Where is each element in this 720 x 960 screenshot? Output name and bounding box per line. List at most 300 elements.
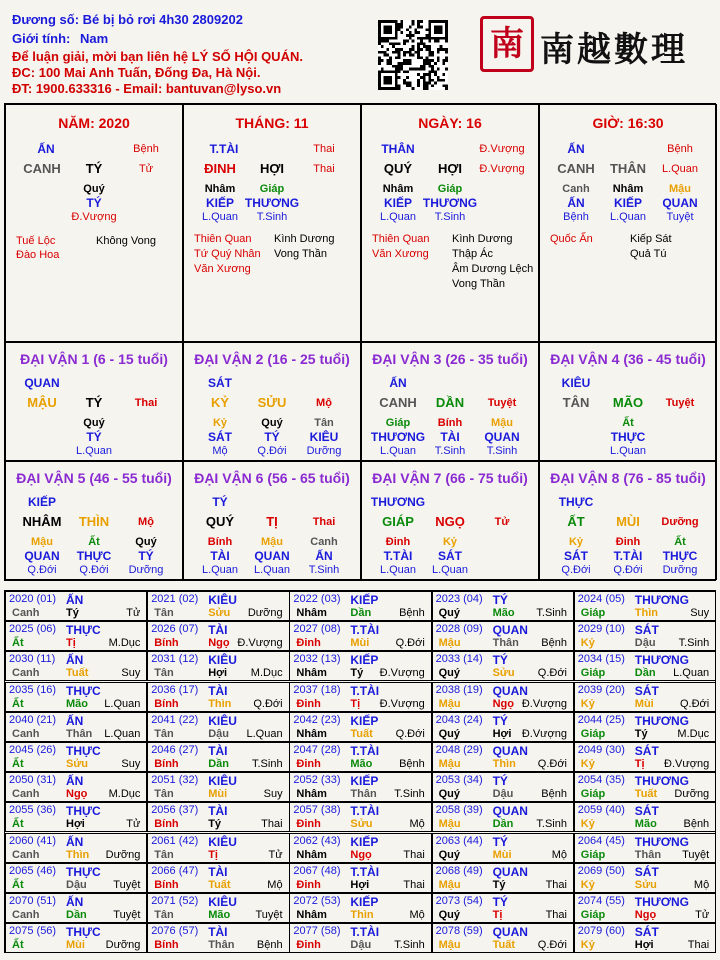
year-stem: Giáp bbox=[580, 788, 606, 801]
chart-text: NGỌ bbox=[435, 514, 465, 529]
year-branch: Dậu bbox=[66, 878, 87, 891]
chart-text: CANH bbox=[23, 161, 61, 176]
year-star: QUAN bbox=[492, 623, 528, 638]
dai-van-title: ĐẠI VẬN 4 (36 - 45 tuổi) bbox=[550, 351, 706, 367]
chart-text: THƯƠNG bbox=[244, 196, 300, 210]
year-star: QUAN bbox=[492, 864, 528, 879]
year-stage: Tuyệt bbox=[113, 878, 141, 891]
chart-text: DẦN bbox=[435, 395, 465, 410]
year-label: 2037 (18) bbox=[293, 683, 341, 696]
year-stage: Q.Đới bbox=[537, 667, 567, 680]
year-stage: L.Quan bbox=[673, 667, 710, 680]
chart-text: Mộ bbox=[212, 445, 228, 457]
chart-text: Dưỡng bbox=[661, 516, 699, 528]
year-stage: T.Sinh bbox=[394, 939, 425, 952]
year-stem: Kỷ bbox=[580, 878, 595, 891]
year-star: THƯƠNG bbox=[634, 593, 689, 607]
year-label: 2074 (55) bbox=[577, 895, 625, 907]
dai-van-cell bbox=[361, 342, 539, 461]
year-cell bbox=[574, 682, 716, 712]
chart-text: L.Quan bbox=[201, 564, 239, 576]
chart-text: Thai bbox=[313, 143, 335, 155]
chart-text: MÃO bbox=[612, 395, 644, 410]
year-stage: Bệnh bbox=[683, 818, 710, 831]
chart-text: Tuyệt bbox=[666, 211, 694, 223]
chart-text: Giáp bbox=[437, 183, 463, 195]
year-stem: Quý bbox=[438, 667, 460, 680]
year-label: 2054 (35) bbox=[577, 774, 625, 787]
year-cell bbox=[147, 712, 289, 742]
year-stem: Giáp bbox=[580, 607, 606, 619]
year-star: THƯƠNG bbox=[634, 895, 689, 909]
year-label: 2064 (45) bbox=[577, 834, 625, 847]
year-label: 2078 (59) bbox=[435, 925, 483, 938]
year-branch: Sửu bbox=[208, 607, 231, 619]
year-stage: Mộ bbox=[409, 909, 425, 921]
chart-text: Tứ Quý Nhân bbox=[194, 248, 261, 260]
chart-text: THƯƠNG bbox=[370, 430, 426, 444]
chart-text: TÝ bbox=[85, 395, 103, 410]
year-branch: Hợi bbox=[350, 878, 370, 891]
year-stem: Đinh bbox=[296, 878, 321, 891]
year-star: TÝ bbox=[492, 895, 508, 909]
year-cell bbox=[432, 802, 574, 832]
year-stage: Thai bbox=[261, 818, 283, 831]
year-star: TÀI bbox=[208, 683, 228, 698]
year-branch: Tị bbox=[208, 848, 218, 861]
year-star: QUAN bbox=[492, 683, 528, 698]
year-cell bbox=[432, 621, 574, 651]
year-branch: Ngọ bbox=[492, 697, 514, 710]
year-stage: Đ.Vượng bbox=[379, 667, 425, 680]
year-label: 2050 (31) bbox=[9, 774, 57, 787]
chart-text: ẤN bbox=[37, 142, 55, 156]
chart-text: QUAN bbox=[484, 430, 520, 444]
year-stage: Đ.Vượng bbox=[521, 697, 567, 710]
year-label: 2056 (37) bbox=[151, 804, 199, 817]
year-branch: Thân bbox=[350, 788, 377, 801]
year-star: KIẾP bbox=[350, 593, 379, 607]
year-stem: Ất bbox=[12, 697, 24, 710]
year-branch: Thân bbox=[208, 939, 235, 952]
year-branch: Mão bbox=[208, 909, 231, 921]
year-cell bbox=[289, 833, 431, 863]
year-branch: Mão bbox=[492, 607, 515, 619]
year-label: 2066 (47) bbox=[151, 864, 199, 877]
chart-text: Mậu bbox=[31, 536, 53, 548]
chart-text: Kình Dương bbox=[452, 233, 513, 245]
year-star: QUAN bbox=[492, 925, 528, 940]
chart-text: Dưỡng bbox=[306, 445, 342, 457]
year-stage: Bệnh bbox=[541, 788, 567, 801]
year-stem: Kỷ bbox=[580, 758, 595, 770]
year-cell bbox=[147, 833, 289, 863]
year-stage: Bệnh bbox=[541, 637, 567, 650]
year-cell bbox=[5, 863, 147, 893]
year-label: 2040 (21) bbox=[9, 713, 57, 726]
year-branch: Tị bbox=[492, 909, 503, 921]
year-label: 2061 (42) bbox=[151, 834, 199, 847]
chart-text: SÁT bbox=[208, 430, 232, 444]
dai-van-cell bbox=[539, 342, 717, 461]
year-branch: Mùi bbox=[66, 939, 85, 952]
year-label: 2022 (03) bbox=[293, 593, 341, 605]
chart-text: Kiếp Sát bbox=[630, 233, 672, 245]
year-label: 2070 (51) bbox=[9, 895, 57, 907]
chart-text: HỢI bbox=[437, 161, 463, 176]
year-label: 2057 (38) bbox=[293, 804, 341, 817]
year-label: 2079 (60) bbox=[577, 925, 625, 938]
year-stem: Canh bbox=[12, 909, 40, 921]
year-cell bbox=[289, 802, 431, 832]
year-branch: Thìn bbox=[66, 848, 90, 861]
year-label: 2042 (23) bbox=[293, 713, 341, 726]
year-stem: Đinh bbox=[296, 818, 321, 831]
year-stage: Q.Đới bbox=[395, 637, 425, 650]
year-label: 2030 (11) bbox=[9, 653, 56, 666]
year-label: 2034 (15) bbox=[577, 653, 625, 666]
brand-title: 南越數理 bbox=[540, 30, 688, 70]
year-branch: Hợi bbox=[634, 939, 654, 952]
year-cell bbox=[5, 742, 147, 772]
year-branch: Tị bbox=[634, 758, 645, 770]
year-cell bbox=[147, 742, 289, 772]
year-star: SÁT bbox=[634, 864, 659, 879]
chart-text: Giáp bbox=[385, 417, 411, 429]
chart-text: Canh bbox=[310, 536, 338, 548]
year-branch: Ngọ bbox=[350, 848, 372, 861]
chart-text: ĐINH bbox=[204, 161, 236, 176]
year-stage: T.Sinh bbox=[536, 607, 567, 619]
year-star: SÁT bbox=[634, 804, 659, 819]
year-branch: Dậu bbox=[492, 788, 514, 801]
year-cell bbox=[289, 651, 431, 681]
year-cell bbox=[574, 923, 716, 953]
year-cell bbox=[432, 712, 574, 742]
chart-text: Q.Đới bbox=[613, 564, 643, 576]
chart-text: Quý bbox=[261, 417, 283, 429]
year-stem: Tân bbox=[154, 607, 174, 619]
year-branch: Thân bbox=[492, 637, 519, 650]
phone-email-line[interactable]: ĐT: 1900.633316 - Email: bantuvan@lyso.vn bbox=[12, 81, 282, 96]
chart-text: CANH bbox=[557, 161, 595, 176]
chart-text: Thiên Quan bbox=[194, 233, 252, 245]
chart-text: Mậu bbox=[669, 183, 691, 195]
year-star: THƯƠNG bbox=[634, 834, 689, 849]
chart-text: TÀI bbox=[440, 430, 460, 444]
chart-text: THÂN bbox=[609, 161, 647, 176]
year-stage: Suy bbox=[263, 788, 283, 801]
year-branch: Thân bbox=[66, 727, 93, 740]
year-cell bbox=[147, 621, 289, 651]
year-branch: Thìn bbox=[208, 697, 232, 710]
year-branch: Dần bbox=[492, 818, 514, 831]
chart-text: SÁT bbox=[564, 549, 588, 563]
year-label: 2060 (41) bbox=[9, 834, 57, 847]
year-stem: Tân bbox=[154, 909, 174, 921]
year-stem: Đinh bbox=[296, 758, 321, 770]
year-cell bbox=[147, 591, 289, 621]
year-label: 2046 (27) bbox=[151, 744, 199, 756]
chart-text: Đào Hoa bbox=[16, 249, 60, 261]
chart-text: T.Sinh bbox=[308, 564, 340, 576]
address-line: ĐC: 100 Mai Anh Tuấn, Đống Đa, Hà Nội. bbox=[12, 65, 261, 80]
year-stem: Đinh bbox=[296, 939, 321, 952]
dai-van-title: ĐẠI VẬN 6 (56 - 65 tuổi) bbox=[194, 470, 350, 486]
annual-luck-table bbox=[4, 590, 716, 953]
chart-text: KIÊU bbox=[561, 376, 591, 390]
gender-line bbox=[12, 31, 108, 47]
year-cell bbox=[574, 863, 716, 893]
chart-text: HỢI bbox=[259, 161, 285, 176]
year-label: 2053 (34) bbox=[435, 774, 483, 787]
chart-text: L.Quan bbox=[609, 445, 647, 457]
year-stem: Giáp bbox=[580, 909, 606, 921]
pillar-title: GIỜ: 16:30 bbox=[592, 115, 664, 131]
chart-text: TÀI bbox=[210, 549, 230, 563]
chart-text: KIẾP bbox=[27, 495, 57, 509]
chart-text: L.Quan bbox=[379, 564, 417, 576]
chart-text: QUAN bbox=[24, 549, 60, 563]
year-stage: Dưỡng bbox=[105, 939, 141, 952]
year-star: TÀI bbox=[208, 623, 228, 638]
year-stem: Ất bbox=[12, 758, 24, 770]
year-cell bbox=[432, 772, 574, 802]
year-stem: Bính bbox=[154, 818, 179, 831]
year-stage: Mộ bbox=[267, 878, 283, 891]
year-stage: M.Dục bbox=[250, 667, 283, 680]
year-cell bbox=[432, 923, 574, 953]
year-label: 2072 (53) bbox=[293, 895, 341, 907]
year-stem: Đinh bbox=[296, 697, 321, 710]
chart-text: TÝ bbox=[86, 430, 102, 444]
year-star: T.TÀI bbox=[350, 864, 380, 879]
chart-text: THÂN bbox=[381, 142, 415, 156]
chart-text: Tuế Lộc bbox=[16, 235, 56, 247]
year-cell bbox=[147, 651, 289, 681]
year-cell bbox=[5, 772, 147, 802]
year-stage: T.Sinh bbox=[252, 758, 283, 770]
year-star: QUAN bbox=[492, 744, 528, 758]
year-stem: Ất bbox=[12, 878, 24, 891]
year-stem: Mậu bbox=[438, 637, 461, 650]
chart-text: KIẾP bbox=[613, 196, 643, 210]
year-star: TÀI bbox=[208, 864, 228, 879]
chart-text: Đinh bbox=[615, 536, 641, 548]
year-cell bbox=[289, 682, 431, 712]
year-branch: Sửu bbox=[492, 667, 515, 680]
year-branch: Ngọ bbox=[208, 637, 230, 650]
year-label: 2077 (58) bbox=[293, 925, 341, 938]
year-star: THỰC bbox=[66, 864, 101, 879]
year-branch: Tý bbox=[208, 818, 222, 831]
year-star: ẤN bbox=[66, 713, 84, 728]
year-cell bbox=[574, 802, 716, 832]
year-stem: Nhâm bbox=[296, 788, 327, 801]
year-star: TÝ bbox=[492, 593, 508, 607]
year-branch: Thìn bbox=[634, 607, 659, 619]
year-branch: Ngọ bbox=[66, 788, 88, 801]
year-star: THỰC bbox=[66, 744, 101, 758]
chart-text: SÁT bbox=[208, 376, 232, 390]
year-stage: Bệnh bbox=[399, 758, 425, 770]
year-cell bbox=[147, 682, 289, 712]
year-stem: Quý bbox=[438, 727, 460, 740]
year-branch: Mùi bbox=[492, 848, 512, 861]
chart-text: Thai bbox=[313, 163, 335, 175]
year-label: 2049 (30) bbox=[577, 744, 625, 756]
year-label: 2036 (17) bbox=[151, 683, 199, 696]
year-label: 2025 (06) bbox=[9, 623, 57, 636]
year-stem: Nhâm bbox=[296, 848, 327, 861]
year-stage: Thai bbox=[545, 878, 567, 891]
chart-text: Quả Tú bbox=[630, 248, 667, 260]
year-stage: Tử bbox=[126, 818, 141, 831]
year-stage: Tuyệt bbox=[113, 909, 141, 921]
chart-text: Tuyệt bbox=[665, 397, 695, 409]
year-stem: Đinh bbox=[296, 637, 321, 650]
chart-text: KỶ bbox=[210, 395, 230, 410]
year-star: SÁT bbox=[634, 744, 659, 758]
year-stage: Q.Đới bbox=[537, 939, 567, 952]
year-stage: Tử bbox=[695, 909, 710, 921]
year-star: KIẾP bbox=[350, 713, 379, 728]
year-star: KIÊU bbox=[208, 713, 237, 728]
year-stage: Bệnh bbox=[256, 939, 283, 952]
chart-text: THÌN bbox=[78, 514, 110, 529]
year-branch: Hợi bbox=[66, 818, 85, 831]
chart-text: Q.Đới bbox=[257, 445, 287, 457]
year-stage: L.Quan bbox=[104, 697, 141, 710]
year-star: KIÊU bbox=[208, 653, 237, 668]
chart-text: Tân bbox=[314, 417, 334, 429]
chart-text: Ất bbox=[88, 536, 100, 548]
year-stem: Nhâm bbox=[296, 909, 327, 921]
chart-text: T.Sinh bbox=[486, 445, 518, 457]
chart-text: ẤT bbox=[567, 514, 585, 529]
year-stem: Canh bbox=[12, 667, 40, 680]
year-cell bbox=[5, 802, 147, 832]
year-stem: Tân bbox=[154, 727, 174, 740]
contact-line: Để luận giải, mời bạn liên hệ LÝ SỐ HỘI QUÁN. bbox=[12, 49, 303, 64]
chart-text: Bính bbox=[207, 536, 233, 548]
year-star: TÝ bbox=[492, 653, 508, 668]
chart-text: THỰC bbox=[558, 495, 594, 509]
year-star: TÝ bbox=[492, 774, 508, 789]
year-stage: L.Quan bbox=[246, 727, 283, 740]
year-star: THỰC bbox=[66, 804, 101, 819]
chart-text: THƯƠNG bbox=[370, 495, 426, 509]
chart-text: Bệnh bbox=[667, 143, 693, 155]
pillar-cell bbox=[361, 104, 539, 342]
chart-text: QUÝ bbox=[383, 161, 413, 176]
chart-text: T.Sinh bbox=[256, 211, 288, 223]
year-label: 2038 (19) bbox=[435, 683, 483, 696]
chart-text: Ất bbox=[674, 536, 686, 548]
chart-text: QUÝ bbox=[205, 514, 235, 529]
year-star: ẤN bbox=[66, 593, 84, 607]
year-label: 2059 (40) bbox=[577, 804, 625, 817]
chart-text: Nhâm bbox=[382, 183, 414, 195]
year-cell bbox=[289, 863, 431, 893]
year-cell bbox=[147, 802, 289, 832]
year-star: SÁT bbox=[634, 683, 659, 698]
year-star: TÀI bbox=[208, 925, 228, 940]
year-stage: Đ.Vượng bbox=[521, 727, 567, 740]
year-branch: Tị bbox=[350, 697, 361, 710]
year-cell bbox=[432, 893, 574, 923]
year-cell bbox=[5, 682, 147, 712]
owner-value: Bé bị bỏ rơi 4h30 2809202 bbox=[82, 12, 243, 27]
year-stage: Đ.Vượng bbox=[664, 758, 710, 770]
chart-text: Đ.Vượng bbox=[479, 163, 525, 175]
year-star: THỰC bbox=[66, 925, 101, 940]
chart-text: Ất bbox=[622, 417, 634, 429]
year-stem: Quý bbox=[438, 848, 460, 861]
year-branch: Tuất bbox=[634, 788, 658, 801]
year-cell bbox=[432, 682, 574, 712]
chart-text: TÝ bbox=[138, 549, 154, 563]
year-label: 2067 (48) bbox=[293, 864, 341, 877]
year-label: 2048 (29) bbox=[435, 744, 483, 756]
chart-text: MÙI bbox=[616, 514, 640, 529]
year-label: 2033 (14) bbox=[435, 653, 483, 666]
year-label: 2058 (39) bbox=[435, 804, 483, 817]
chart-text: NHÂM bbox=[22, 514, 62, 529]
year-star: KIẾP bbox=[350, 834, 379, 849]
year-stage: T.Sinh bbox=[394, 788, 425, 801]
year-cell bbox=[147, 772, 289, 802]
chart-text: CANH bbox=[379, 395, 417, 410]
year-cell bbox=[289, 591, 431, 621]
year-stem: Bính bbox=[154, 878, 179, 891]
year-branch: Tuất bbox=[66, 667, 89, 680]
year-cell bbox=[574, 772, 716, 802]
year-label: 2023 (04) bbox=[435, 593, 483, 605]
year-stem: Kỷ bbox=[580, 818, 595, 831]
qr-code-icon bbox=[378, 20, 448, 90]
dai-van-cell bbox=[183, 461, 361, 580]
year-cell bbox=[5, 923, 147, 953]
chart-text: Đ.Vượng bbox=[71, 211, 117, 223]
year-cell bbox=[574, 621, 716, 651]
year-label: 2075 (56) bbox=[9, 925, 57, 938]
year-branch: Thìn bbox=[350, 909, 374, 921]
chart-text: Bệnh bbox=[133, 143, 159, 155]
chart-text: Q.Đới bbox=[27, 564, 57, 576]
year-stage: Bệnh bbox=[399, 607, 425, 619]
year-label: 2039 (20) bbox=[577, 683, 625, 696]
chart-text: SÁT bbox=[438, 549, 462, 563]
year-branch: Tý bbox=[350, 667, 364, 680]
year-star: SÁT bbox=[634, 925, 659, 940]
year-star: KIẾP bbox=[350, 895, 379, 909]
year-star: KIÊU bbox=[208, 895, 237, 909]
year-cell bbox=[5, 712, 147, 742]
year-stage: Đ.Vượng bbox=[237, 637, 283, 650]
year-stem: Giáp bbox=[580, 848, 606, 861]
year-star: ẤN bbox=[66, 774, 84, 789]
chart-text: Đinh bbox=[385, 536, 411, 548]
year-stage: T.Sinh bbox=[536, 818, 567, 831]
year-stage: Thai bbox=[687, 939, 710, 952]
chart-text: L.Quan bbox=[379, 211, 417, 223]
year-star: THƯƠNG bbox=[634, 653, 689, 668]
year-label: 2029 (10) bbox=[577, 623, 625, 636]
chart-text: KIẾP bbox=[383, 196, 413, 210]
year-cell bbox=[289, 712, 431, 742]
year-stage: M.Dục bbox=[108, 637, 141, 650]
